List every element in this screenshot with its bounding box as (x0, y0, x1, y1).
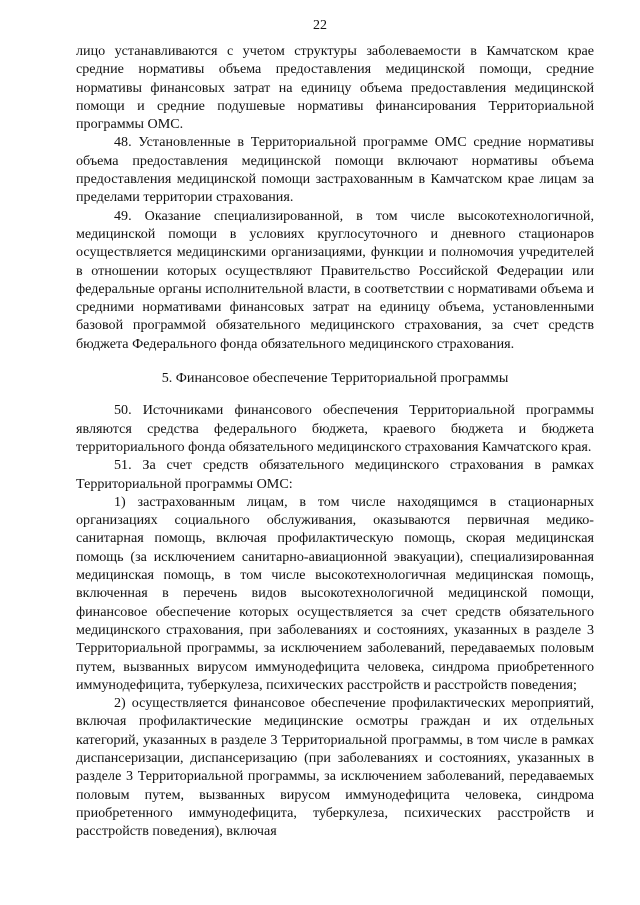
page-number: 22 (313, 18, 327, 33)
paragraph-48: 48. Установленные в Территориальной программе ОМС средние нормативы объема предоставления медицинской помощи включают нормативы объема предоставления медицинской помощи застрахованным в Камчатском крае лицам за пределами территории страхования. (76, 134, 594, 206)
paragraph-50: 50. Источниками финансового обеспечения Территориальной программы являются средства федерального бюджета, краевого бюджета и бюджета территориального фонда обязательного медицинского страхования Камчатского края. (76, 402, 594, 455)
document-body (76, 42, 594, 840)
paragraph-51-item-1: 1) застрахованным лицам, в том числе находящимся в стационарных организациях социального обслуживания, оказываются первичная медико-санитарная помощь, включая профилактическую помощь, скорая медицинская помощь (за исключением санитарно-авиационной эвакуации), специализированная медицинская помощь, в том числе высокотехнологичная медицинская помощь, включенная в перечень видов высокотехнологичной медицинской помощи, финансовое обеспечение которых осуществляется за счет средств обязательного медицинского страхования, при заболеваниях и состояниях, указанных в разделе 3 Территориальной программы, за исключением заболеваний, передаваемых половым путем, вызванных вирусом иммунодефицита человека, синдрома приобретенного иммунодефицита, туберкулеза, психических расстройств и расстройств поведения; (76, 493, 594, 693)
paragraph-51-item-2: 2) осуществляется финансовое обеспечение профилактических мероприятий, включая профилактические медицинские осмотры граждан и их отдельных категорий, указанных в разделе 3 Территориальной программы, в том числе в рамках диспансеризации, диспансеризацию (при заболеваниях и состояниях, указанных в разделе 3 Территориальной программы, за исключением заболеваний, передаваемых половым путем, вызванных вирусом иммунодефицита человека, синдрома приобретенного иммунодефицита, туберкулеза, психических расстройств и расстройств поведения), включая (76, 695, 594, 840)
paragraph-51: 51. За счет средств обязательного медицинского страхования в рамках Территориальной программы ОМС: (76, 457, 594, 492)
paragraph-49: 49. Оказание специализированной, в том числе высокотехнологичной, медицинской помощи в условиях круглосуточного и дневного стационаров осуществляется медицинскими организациями, функции и полномочия учредителей в отношении которых осуществляют Правительство Российской Федерации или федеральные органы исполнительной власти, в соответствии с нормативами объема и средними нормативами финансовых затрат на единицу объема, установленными базовой программой обязательного медицинского страхования, за счет средств бюджета Федерального фонда обязательного медицинского страхования. (76, 207, 594, 352)
paragraph-continuation: лицо устанавливаются с учетом структуры заболеваемости в Камчатском крае средние нормативы объема предоставления медицинской помощи, средние нормативы финансовых затрат на единицу объема предоставления медицинской помощи и средние подушевые нормативы финансирования Территориальной программы ОМС. (76, 43, 594, 133)
section-heading: 5. Финансовое обеспечение Территориальной программы (161, 370, 509, 387)
